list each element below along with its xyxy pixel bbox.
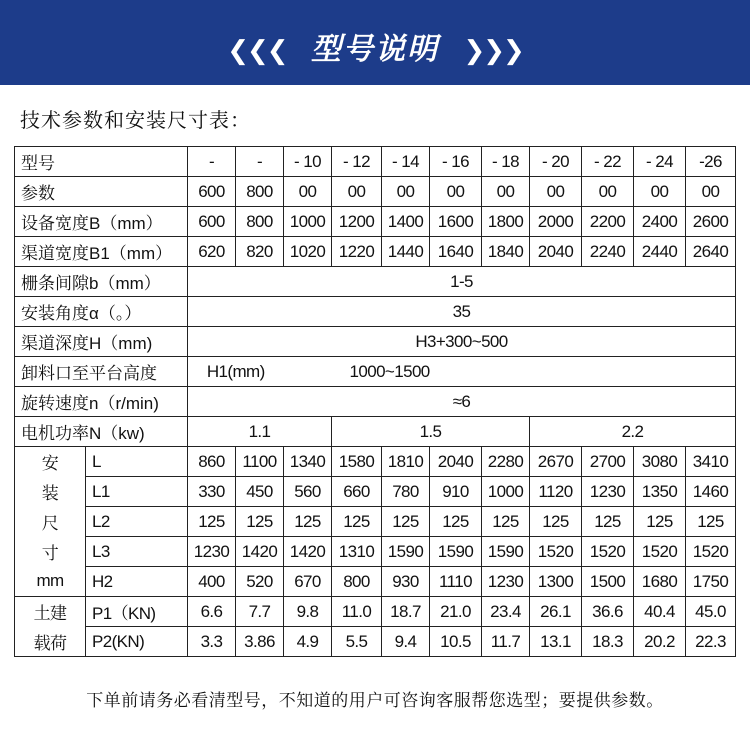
value-cell: 125 [188, 507, 236, 537]
value-cell: 400 [188, 567, 236, 597]
merged-value-cell: 35 [188, 297, 736, 327]
power-value-cell: 2.2 [530, 417, 736, 447]
value-cell: 125 [582, 507, 634, 537]
table-row-param-row [15, 177, 736, 207]
value-cell: - 12 [332, 147, 382, 177]
row-label: 型号 [15, 147, 188, 177]
table-row-dimension [15, 597, 736, 627]
value-cell: 125 [284, 507, 332, 537]
value-cell: 125 [382, 507, 430, 537]
value-cell: - 22 [582, 147, 634, 177]
side-label: 载荷 [15, 627, 86, 657]
value-cell: 125 [430, 507, 482, 537]
value-cell: 1840 [482, 237, 530, 267]
page-title [0, 24, 750, 68]
value-cell: 00 [332, 177, 382, 207]
value-cell: 2240 [582, 237, 634, 267]
value-cell: 2640 [686, 237, 736, 267]
value-cell: 3410 [686, 447, 736, 477]
chevrons-left-icon: ❮❮❮ [227, 36, 287, 66]
value-cell: 1500 [582, 567, 634, 597]
value-cell: 00 [382, 177, 430, 207]
table-row-model-row [15, 147, 736, 177]
dimension-label: L1 [86, 477, 188, 507]
value-cell: 1300 [530, 567, 582, 597]
value-cell: 1520 [634, 537, 686, 567]
value-cell: - [188, 147, 236, 177]
value-cell: 1200 [332, 207, 382, 237]
value-cell: 1000 [284, 207, 332, 237]
table-row-power [15, 417, 736, 447]
value-cell: 1230 [582, 477, 634, 507]
value-cell: 1440 [382, 237, 430, 267]
value-cell: 560 [284, 477, 332, 507]
value-cell: 9.8 [284, 597, 332, 627]
value-cell: 23.4 [482, 597, 530, 627]
value-cell: 00 [634, 177, 686, 207]
table-row-width-b1 [15, 237, 736, 267]
table-row-width-b [15, 207, 736, 237]
value-cell: 00 [482, 177, 530, 207]
table-row-dimension [15, 447, 736, 477]
row-label: 栅条间隙b（mm） [15, 267, 188, 297]
value-cell: 600 [188, 207, 236, 237]
value-cell: 11.7 [482, 627, 530, 657]
table-subtitle: 技术参数和安装尺寸表： [20, 108, 251, 132]
row-label: 卸料口至平台高度 [15, 357, 188, 387]
value-cell: 1590 [482, 537, 530, 567]
merged-value-cell: 1000~1500 [284, 357, 736, 387]
value-cell: 00 [686, 177, 736, 207]
value-cell: 3.86 [236, 627, 284, 657]
dimension-label: P1（KN) [86, 597, 188, 627]
value-cell: 1600 [430, 207, 482, 237]
footer-note: 下单前请务必看清型号，不知道的用户可咨询客服帮您选型；要提供参数。 [86, 691, 664, 711]
value-cell: 125 [482, 507, 530, 537]
merged-value-cell: H3+300~500 [188, 327, 736, 357]
value-cell: 1520 [582, 537, 634, 567]
value-cell: 7.7 [236, 597, 284, 627]
dimension-label: L2 [86, 507, 188, 537]
table-row-depth [15, 327, 736, 357]
value-cell: 1110 [430, 567, 482, 597]
value-cell: 450 [236, 477, 284, 507]
value-cell: 21.0 [430, 597, 482, 627]
side-label: 寸 [15, 537, 86, 567]
value-cell: 520 [236, 567, 284, 597]
value-cell: - 16 [430, 147, 482, 177]
value-cell: 1520 [686, 537, 736, 567]
merged-value-cell: 1-5 [188, 267, 736, 297]
value-cell: 1680 [634, 567, 686, 597]
value-cell: 1000 [482, 477, 530, 507]
row-label: 渠道深度H（mm) [15, 327, 188, 357]
row-label: 渠道宽度B1（mm） [15, 237, 188, 267]
table-row-dimension [15, 627, 736, 657]
value-cell: 2040 [430, 447, 482, 477]
value-cell: 1350 [634, 477, 686, 507]
value-cell: - 24 [634, 147, 686, 177]
value-cell: 2400 [634, 207, 686, 237]
row-label: 设备宽度B（mm） [15, 207, 188, 237]
value-cell: 1230 [188, 537, 236, 567]
value-cell: 860 [188, 447, 236, 477]
value-cell: 125 [634, 507, 686, 537]
value-cell: 22.3 [686, 627, 736, 657]
value-cell: 3.3 [188, 627, 236, 657]
value-cell: 600 [188, 177, 236, 207]
value-cell: 3080 [634, 447, 686, 477]
chevrons-right-icon: ❯❯❯ [463, 36, 523, 66]
power-value-cell: 1.1 [188, 417, 332, 447]
value-cell: 2700 [582, 447, 634, 477]
page-title-text: 型号说明 [311, 32, 439, 67]
value-cell: 2000 [530, 207, 582, 237]
row-label: 参数 [15, 177, 188, 207]
value-cell: 1800 [482, 207, 530, 237]
value-cell: 910 [430, 477, 482, 507]
power-value-cell: 1.5 [332, 417, 530, 447]
value-cell: 800 [332, 567, 382, 597]
table-row-dimension [15, 507, 736, 537]
side-label: 尺 [15, 507, 86, 537]
value-cell: 1310 [332, 537, 382, 567]
value-cell: 330 [188, 477, 236, 507]
value-cell: 930 [382, 567, 430, 597]
value-cell: 2040 [530, 237, 582, 267]
value-cell: 670 [284, 567, 332, 597]
side-label: 安 [15, 447, 86, 477]
value-cell: 2200 [582, 207, 634, 237]
table-row-dimension [15, 537, 736, 567]
value-cell: 9.4 [382, 627, 430, 657]
unit-cell: H1(mm) [188, 357, 284, 387]
value-cell: 1220 [332, 237, 382, 267]
value-cell: 45.0 [686, 597, 736, 627]
value-cell: - 18 [482, 147, 530, 177]
value-cell: 40.4 [634, 597, 686, 627]
dimension-label: H2 [86, 567, 188, 597]
value-cell: 1640 [430, 237, 482, 267]
value-cell: 1520 [530, 537, 582, 567]
value-cell: 2440 [634, 237, 686, 267]
dimension-label: P2(KN) [86, 627, 188, 657]
value-cell: -26 [686, 147, 736, 177]
table-row-dimension [15, 567, 736, 597]
table-row-dimension [15, 477, 736, 507]
value-cell: 125 [332, 507, 382, 537]
dimension-label: L3 [86, 537, 188, 567]
value-cell: 6.6 [188, 597, 236, 627]
value-cell: 1340 [284, 447, 332, 477]
value-cell: 00 [530, 177, 582, 207]
value-cell: 125 [530, 507, 582, 537]
value-cell: 1460 [686, 477, 736, 507]
value-cell: - 20 [530, 147, 582, 177]
spec-table-body [15, 147, 736, 657]
row-label: 电机功率N（kw) [15, 417, 188, 447]
side-label: mm [15, 567, 86, 597]
value-cell: 20.2 [634, 627, 686, 657]
value-cell: 1420 [236, 537, 284, 567]
value-cell: 00 [284, 177, 332, 207]
value-cell: - 14 [382, 147, 430, 177]
value-cell: 2670 [530, 447, 582, 477]
table-row-speed [15, 387, 736, 417]
value-cell: 2280 [482, 447, 530, 477]
value-cell: 18.3 [582, 627, 634, 657]
row-label: 安装角度α（。） [15, 297, 188, 327]
value-cell: 4.9 [284, 627, 332, 657]
value-cell: 1420 [284, 537, 332, 567]
value-cell: 18.7 [382, 597, 430, 627]
value-cell: 13.1 [530, 627, 582, 657]
value-cell: 800 [236, 207, 284, 237]
value-cell: 125 [236, 507, 284, 537]
value-cell: 36.6 [582, 597, 634, 627]
value-cell: 800 [236, 177, 284, 207]
row-label: 旋转速度n（r/min) [15, 387, 188, 417]
side-label: 土建 [15, 597, 86, 627]
value-cell: 1100 [236, 447, 284, 477]
value-cell: 1810 [382, 447, 430, 477]
merged-value-cell: ≈6 [188, 387, 736, 417]
value-cell: 11.0 [332, 597, 382, 627]
value-cell: 00 [582, 177, 634, 207]
spec-table [14, 146, 736, 657]
value-cell: 1590 [382, 537, 430, 567]
value-cell: 1400 [382, 207, 430, 237]
dimension-label: L [86, 447, 188, 477]
value-cell: 1230 [482, 567, 530, 597]
value-cell: - 10 [284, 147, 332, 177]
value-cell: 2600 [686, 207, 736, 237]
value-cell: 780 [382, 477, 430, 507]
table-row-bar-gap [15, 267, 736, 297]
header-banner [0, 0, 750, 85]
value-cell: 00 [430, 177, 482, 207]
value-cell: 1750 [686, 567, 736, 597]
value-cell: 820 [236, 237, 284, 267]
value-cell: 125 [686, 507, 736, 537]
table-row-discharge [15, 357, 736, 387]
value-cell: 1580 [332, 447, 382, 477]
value-cell: 620 [188, 237, 236, 267]
side-label: 装 [15, 477, 86, 507]
value-cell: 1020 [284, 237, 332, 267]
value-cell: 10.5 [430, 627, 482, 657]
value-cell: 1590 [430, 537, 482, 567]
value-cell: 26.1 [530, 597, 582, 627]
value-cell: - [236, 147, 284, 177]
value-cell: 660 [332, 477, 382, 507]
value-cell: 5.5 [332, 627, 382, 657]
value-cell: 1120 [530, 477, 582, 507]
table-row-angle [15, 297, 736, 327]
